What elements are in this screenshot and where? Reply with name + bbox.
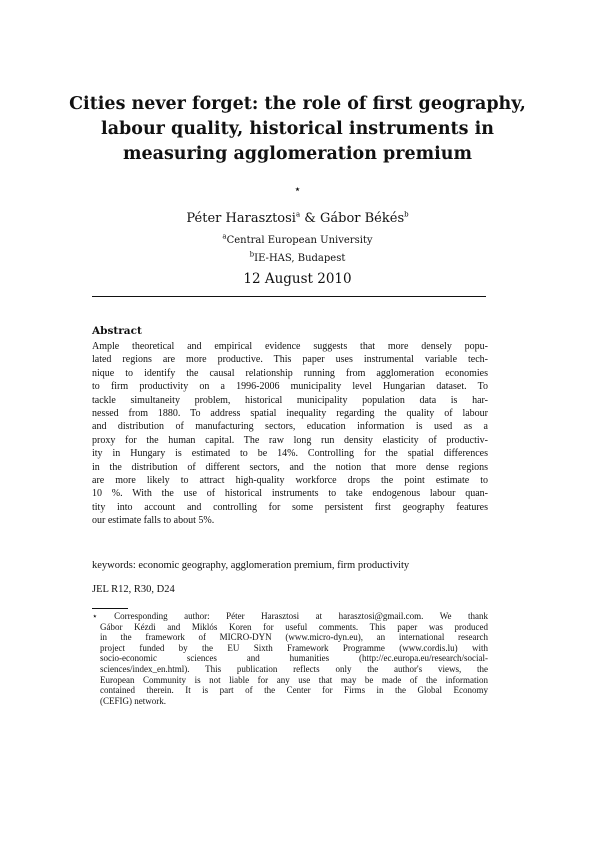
abstract-line: tackle simultaneity problem, historical municipality population data is har- [92,394,488,406]
affiliation-mark: b [404,210,409,219]
footnote-line: (CEFIG) network. [100,695,166,706]
abstract-line: ity in Hungary is estimated to be 14%. Controlling for the spatial differences [92,448,488,460]
author-name: Péter Harasztosi [186,211,296,226]
abstract-line: Ample theoretical and empirical evidence suggests that more densely popu- [92,341,488,352]
author-name: Gábor Békés [320,211,405,226]
abstract-line: tity into account and controlling for some persistent first geography features [92,501,488,513]
affiliation [0,232,595,246]
abstract-line: to firm productivity on a 1996-2006 municipality level Hungarian dataset. To [92,381,488,393]
title-footnote-star: ⋆ [293,182,302,196]
footnote-line: contained therein. It is part of the Center for Firms in the Global Economy [100,685,488,696]
abstract-line: nique to identify the causal relationship running from agglomeration economies [92,367,488,379]
author-separator: & [300,211,320,226]
abstract-line: lated regions are more productive. This paper uses instrumental variable tech- [92,354,488,366]
paper-date: 12 August 2010 [243,271,352,287]
abstract-line: 10 %. With the use of historical instruments to take endogenous labour quan- [92,488,488,500]
footnote-line: ⋆ Corresponding author: Péter Harasztosi at harasztosi@gmail.com. We thank [92,611,488,621]
footnote-line: project funded by the EU Sixth Framework Programme (www.cordis.lu) with [100,642,488,653]
affiliation-mark: a [295,210,301,219]
abstract-line: our estimate falls to about 5%. [92,515,215,527]
footnote-line: Gábor Kézdi and Miklós Koren for useful comments. This paper was produced [100,621,488,632]
footnote-divider [92,608,128,609]
jel-codes: JEL R12, R30, D24 [92,584,175,595]
footnote-line: in the framework of MICRO-DYN (www.micro-dyn.eu), an international research [100,632,488,643]
title-line: labour quality, historical instruments in [101,119,494,139]
abstract-heading: Abstract [92,325,142,337]
abstract-line: proxy for the human capital. The raw long run density elasticity of productiv- [92,434,488,446]
keywords: keywords: economic geography, agglomeration premium, firm productivity [92,560,410,571]
affiliation-mark: b [249,250,255,259]
footnote-line: European Community is not liable for any use that may be made of the information [100,674,488,685]
footnote-line: socio-economic sciences and humanities (http://ec.europa.eu/research/social- [100,653,488,664]
title-line: Cities never forget: the role of first geography, [69,94,526,114]
abstract-line: and distribution of manufacturing sectors, education information is used as a [92,421,488,433]
affiliation-mark: a [222,232,227,241]
header-divider [92,296,486,297]
title-line: measuring agglomeration premium [122,144,473,164]
author-line [0,211,595,226]
affiliation [0,250,595,264]
footnote-line: sciences/index_en.html). This publication reflects only the author's views, the [100,663,488,674]
abstract-body [92,340,488,528]
abstract-line: in the distribution of different sectors, and the notion that more dense regions [92,461,488,473]
affiliation-name: Central European University [226,235,373,246]
affiliation-name: IE-HAS, Budapest [254,253,346,264]
footnote [92,611,488,706]
abstract-line: nessed from 1880. To address spatial inequality regarding the quality of labour [92,408,488,420]
paper-title [60,92,535,167]
abstract-line: are more likely to attract high-quality workforce drops the point estimate to [92,475,488,487]
